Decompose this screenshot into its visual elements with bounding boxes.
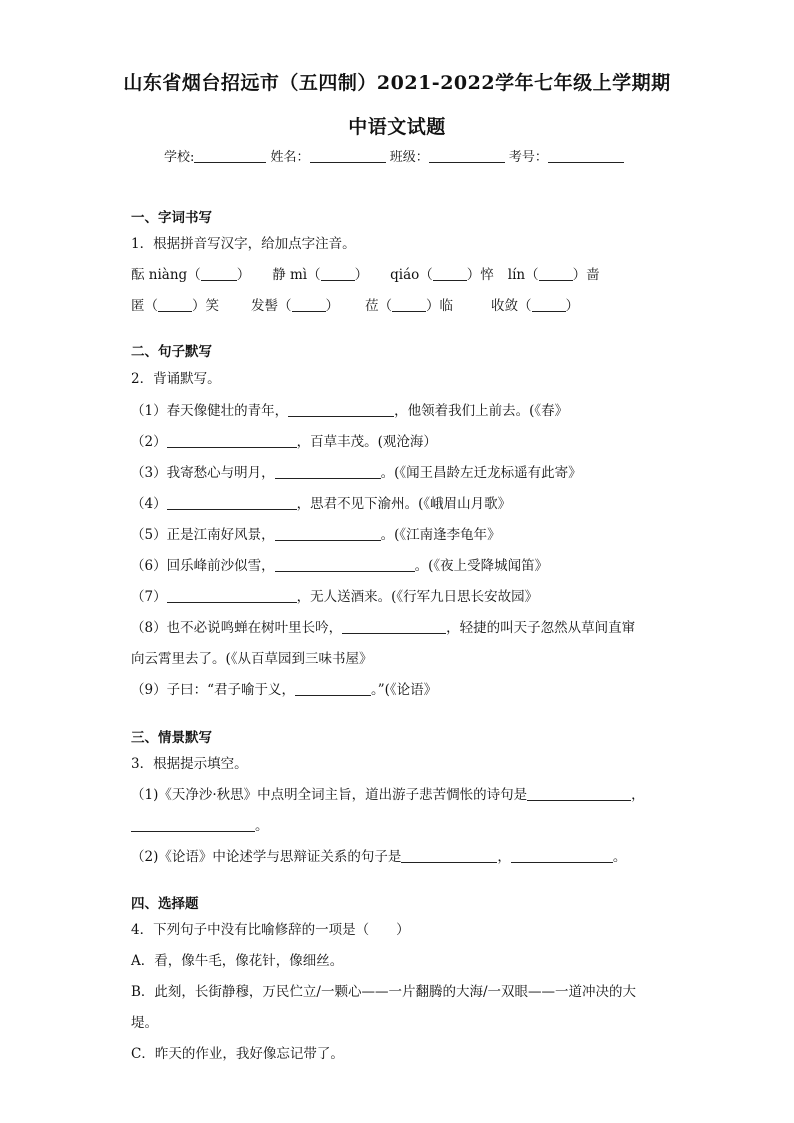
q1-item-label: ） <box>236 267 251 283</box>
q2-text: 。(《夜上受降城闻笛》 <box>414 558 549 574</box>
answer-blank[interactable] <box>201 267 237 281</box>
q1-row-2 <box>131 297 579 315</box>
q2-item-7 <box>131 588 538 606</box>
q2-item-9 <box>131 681 437 699</box>
q2-item-2 <box>131 433 437 451</box>
answer-blank[interactable] <box>288 403 394 417</box>
answer-blank[interactable] <box>167 589 297 603</box>
q2-text: （3）我寄愁心与明月， <box>131 465 275 481</box>
q3-text: ， <box>497 849 511 865</box>
question-4-stem: 4．下列句子中没有比喻修辞的一项是（ ） <box>131 922 410 938</box>
q2-item-5 <box>131 526 501 544</box>
answer-blank[interactable] <box>532 298 566 312</box>
q2-text: ，轻捷的叫天子忽然从草间直窜 <box>446 620 636 636</box>
exam-no-label: 考号： <box>508 150 548 165</box>
q1-item-label: ） <box>565 298 579 314</box>
q1-row-1 <box>131 266 600 284</box>
answer-blank[interactable] <box>321 267 355 281</box>
exam-title-line1: 山东省烟台招远市（五四制）2021-2022学年七年级上学期期 <box>123 72 671 94</box>
q1-item-label: lín（ <box>507 267 539 283</box>
section-heading-3: 三、情景默写 <box>131 730 212 746</box>
q3-item-2 <box>131 848 626 866</box>
q4-option-b-cont: 堤。 <box>131 1015 158 1031</box>
answer-blank[interactable] <box>292 298 326 312</box>
q2-text: （1）春天像健壮的青年， <box>131 403 289 419</box>
q3-text: 。 <box>612 849 627 865</box>
q2-text: ，百草丰茂。(观沧海） <box>296 434 437 450</box>
answer-blank[interactable] <box>527 787 631 801</box>
section-heading-4: 四、选择题 <box>131 896 199 912</box>
q2-text: ，无人送酒来。(《行军九日思长安故园》 <box>296 589 539 605</box>
q2-item-3 <box>131 464 582 482</box>
answer-blank[interactable] <box>158 298 192 312</box>
answer-blank[interactable] <box>275 558 415 572</box>
q2-text: 。(《江南逢李龟年》 <box>380 527 501 543</box>
student-info-row <box>164 146 624 165</box>
answer-blank[interactable] <box>131 818 255 832</box>
q3-text: （1)《天净沙·秋思》中点明全词主旨，道出游子悲苦惆怅的诗句是 <box>131 787 528 803</box>
answer-blank[interactable] <box>275 465 381 479</box>
q2-item-6 <box>131 557 548 575</box>
section-heading-2: 二、句子默写 <box>131 344 212 360</box>
q1-item-label: 匿（ <box>131 298 158 314</box>
question-1-stem: 1．根据拼音写汉字，给加点字注音。 <box>131 236 356 252</box>
q3-item-1-cont <box>131 817 269 835</box>
q1-item-label: 莅（ <box>365 298 392 314</box>
exam-title-line2: 中语文试题 <box>348 116 446 138</box>
q1-item-label: ）笑 <box>192 298 219 314</box>
q1-item-label: qiáo（ <box>390 267 433 283</box>
q1-item-label: ） <box>325 298 339 314</box>
q2-text: （4） <box>131 496 167 512</box>
question-2-stem: 2．背诵默写。 <box>131 371 221 387</box>
question-3-stem: 3．根据提示填空。 <box>131 756 248 772</box>
q3-text: （2)《论语》中论述学与思辩证关系的句子是 <box>131 849 402 865</box>
q2-text: （6）回乐峰前沙似雪， <box>131 558 275 574</box>
q1-item-label: ） <box>354 267 369 283</box>
name-blank[interactable] <box>310 150 386 163</box>
q1-item-label: 收敛（ <box>491 298 532 314</box>
q2-text: （8）也不必说鸣蝉在树叶里长吟， <box>131 620 343 636</box>
q1-item-label: ）临 <box>426 298 453 314</box>
class-label: 班级： <box>389 150 429 165</box>
q2-text: ，思君不见下渝州。(《峨眉山月歌》 <box>296 496 512 512</box>
q1-item-label: ）啬 <box>572 267 600 283</box>
q2-text: （5）正是江南好风景， <box>131 527 275 543</box>
answer-blank[interactable] <box>511 849 613 863</box>
q2-item-1 <box>131 402 568 420</box>
answer-blank[interactable] <box>433 267 467 281</box>
q1-item-label: 静 mì（ <box>272 267 321 283</box>
answer-blank[interactable] <box>275 527 381 541</box>
answer-blank[interactable] <box>295 682 371 696</box>
name-label: 姓名： <box>270 150 310 165</box>
section-heading-1: 一、字词书写 <box>131 210 212 226</box>
answer-blank[interactable] <box>392 298 426 312</box>
answer-blank[interactable] <box>401 849 497 863</box>
q2-item-8-cont: 向云霄里去了。(《从百草园到三味书屋》 <box>131 651 373 667</box>
school-blank[interactable] <box>194 150 266 163</box>
q3-text: ， <box>631 787 645 803</box>
q3-text: 。 <box>255 818 269 834</box>
q2-text: （9）子曰：“君子喻于义， <box>131 682 295 698</box>
q4-option-a[interactable]: A．看，像牛毛，像花针，像细丝。 <box>131 953 344 969</box>
q1-item-label: 发髻（ <box>251 298 292 314</box>
q2-text: ，他领着我们上前去。(《春》 <box>394 403 569 419</box>
q2-text: 。(《闻王昌龄左迁龙标遥有此寄》 <box>380 465 582 481</box>
answer-blank[interactable] <box>539 267 573 281</box>
q2-text: （2） <box>131 434 167 450</box>
school-label: 学校: <box>164 150 195 165</box>
answer-blank[interactable] <box>167 434 297 448</box>
q2-text: （7） <box>131 589 167 605</box>
q2-item-4 <box>131 495 511 513</box>
answer-blank[interactable] <box>167 496 297 510</box>
q2-text: 。”(《论语》 <box>371 682 438 698</box>
q4-option-c[interactable]: C．昨天的作业，我好像忘记带了。 <box>131 1046 344 1062</box>
q3-item-1 <box>131 786 645 804</box>
q1-item-label: ）悴 <box>466 267 494 283</box>
class-blank[interactable] <box>429 150 505 163</box>
answer-blank[interactable] <box>342 620 446 634</box>
exam-no-blank[interactable] <box>548 150 624 163</box>
q1-item-label: 酝 niàng（ <box>131 267 201 283</box>
q4-option-b[interactable]: B．此刻，长街静穆，万民伫立/一颗心——一片翻腾的大海/一双眼——一道冲决的大 <box>131 984 637 1000</box>
q2-item-8 <box>131 619 635 637</box>
